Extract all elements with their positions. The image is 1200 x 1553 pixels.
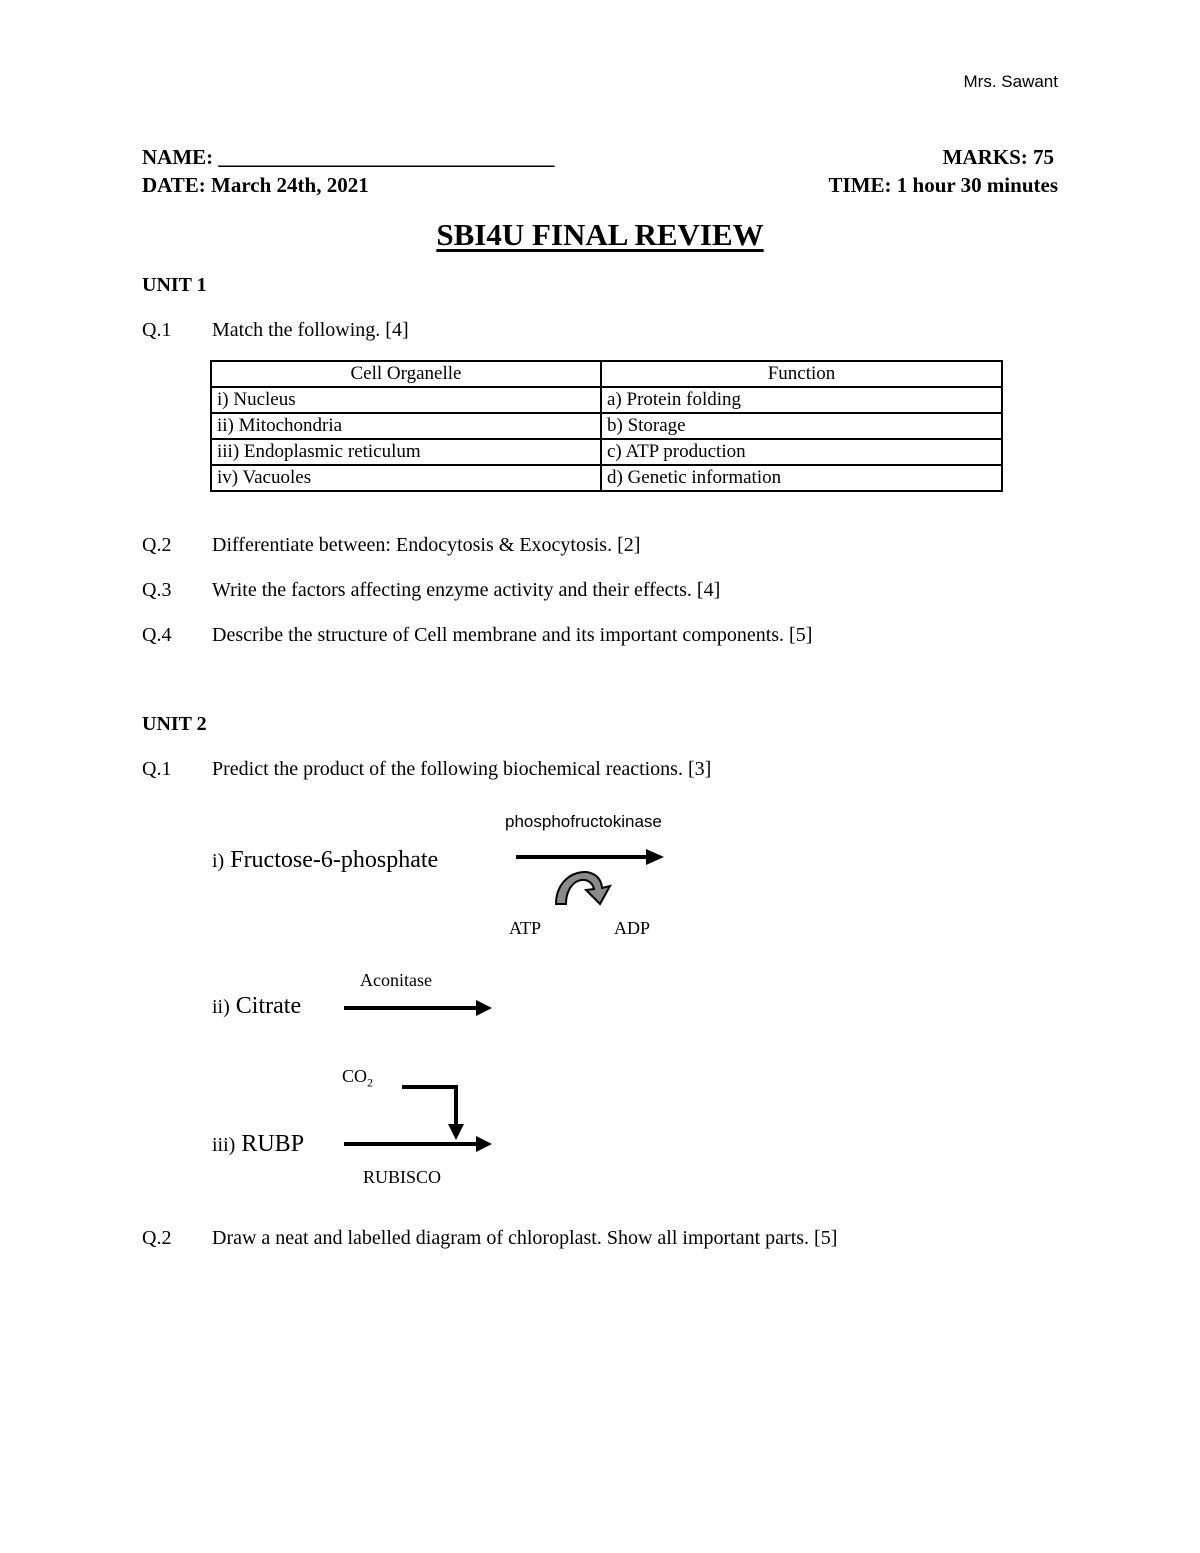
- table-header-cell: Cell Organelle: [211, 361, 601, 387]
- unit1-q2-text: Differentiate between: Endocytosis & Exocytosis. [2]: [212, 534, 641, 556]
- co2-input-arrow: [402, 1087, 464, 1140]
- reaction1-substrate: Fructose-6-phosphate: [230, 847, 439, 873]
- page-title: SBI4U FINAL REVIEW: [436, 217, 764, 252]
- reaction3-arrow: [344, 1136, 492, 1152]
- unit1-q1-number: Q.1: [142, 319, 172, 341]
- table-cell: a) Protein folding: [601, 387, 1002, 413]
- unit1-q4-text: Describe the structure of Cell membrane and its important components. [5]: [212, 624, 813, 646]
- unit2-q1-number: Q.1: [142, 758, 172, 780]
- unit1-q4-number: Q.4: [142, 624, 172, 646]
- table-cell: i) Nucleus: [211, 387, 601, 413]
- reaction3-cofactor-subscript: 2: [367, 1075, 374, 1090]
- reaction2-substrate: Citrate: [235, 993, 302, 1019]
- reaction1-output: ADP: [614, 918, 651, 938]
- reaction1-arrow: [516, 849, 664, 865]
- unit1-q1-text: Match the following. [4]: [212, 319, 409, 341]
- reaction3-substrate: RUBP: [241, 1131, 305, 1157]
- unit1-q2-number: Q.2: [142, 534, 172, 556]
- marks-label: MARKS: 75: [942, 145, 1054, 169]
- table-cell: iii) Endoplasmic reticulum: [211, 439, 601, 465]
- curved-atp-adp-arrow: [556, 872, 610, 904]
- date-label: DATE: March 24th, 2021: [142, 173, 369, 197]
- reaction2-arrow: [344, 1000, 492, 1016]
- table-cell: b) Storage: [601, 413, 1002, 439]
- reaction2-enzyme: Aconitase: [360, 970, 432, 990]
- unit2-q2-number: Q.2: [142, 1227, 172, 1249]
- table-header-cell: Function: [601, 361, 1002, 387]
- unit1-q3-text: Write the factors affecting enzyme activity and their effects. [4]: [212, 579, 721, 601]
- unit2-q2-text: Draw a neat and labelled diagram of chloroplast. Show all important parts. [5]: [212, 1227, 838, 1249]
- unit2-q1-text: Predict the product of the following biochemical reactions. [3]: [212, 758, 712, 780]
- unit2-heading: UNIT 2: [142, 713, 207, 735]
- table-cell: ii) Mitochondria: [211, 413, 601, 439]
- table-cell: iv) Vacuoles: [211, 465, 601, 491]
- reaction1-enzyme: phosphofructokinase: [505, 812, 662, 831]
- reaction1-prefix: i): [212, 850, 225, 872]
- author-name: Mrs. Sawant: [963, 72, 1058, 91]
- unit1-q3-number: Q.3: [142, 579, 172, 601]
- reaction3-prefix: iii): [212, 1134, 236, 1156]
- reaction2-prefix: ii): [212, 996, 230, 1018]
- reaction3-enzyme: RUBISCO: [363, 1167, 442, 1187]
- name-field-label: NAME: ________________________________: [142, 145, 555, 169]
- reaction3-cofactor-text: CO: [342, 1066, 368, 1086]
- table-cell: c) ATP production: [601, 439, 1002, 465]
- unit1-heading: UNIT 1: [142, 274, 207, 296]
- time-label: TIME: 1 hour 30 minutes: [828, 173, 1058, 197]
- table-cell: d) Genetic information: [601, 465, 1002, 491]
- reaction1-input: ATP: [509, 918, 542, 938]
